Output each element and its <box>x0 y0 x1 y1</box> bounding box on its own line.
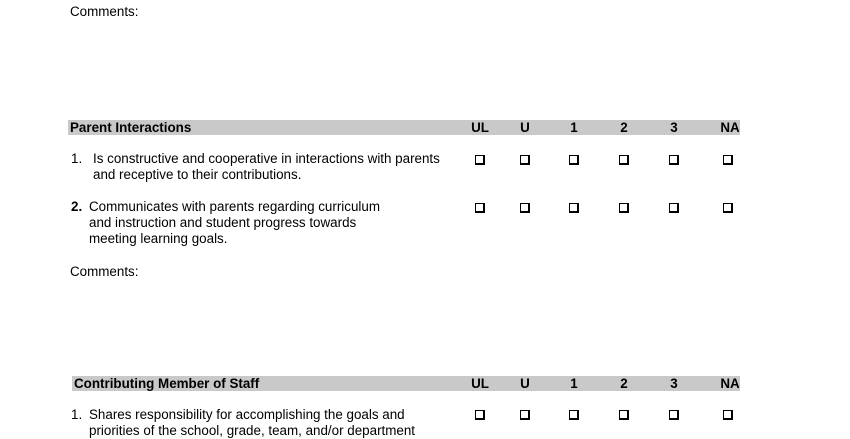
comments-label: Comments: <box>70 264 139 279</box>
checkbox-na[interactable] <box>723 410 733 420</box>
column-3: 3 <box>670 376 678 391</box>
checkbox-u[interactable] <box>520 410 530 420</box>
column-1: 1 <box>570 376 578 391</box>
column-3: 3 <box>670 120 678 135</box>
column-2: 2 <box>620 120 628 135</box>
column-u: U <box>520 120 530 135</box>
section-title: Parent Interactions <box>70 120 192 135</box>
column-na: NA <box>720 376 740 391</box>
column-ul: UL <box>471 120 489 135</box>
checkbox-3[interactable] <box>669 203 679 213</box>
list-item <box>71 407 441 439</box>
checkbox-u[interactable] <box>520 155 530 165</box>
item-number: 1. <box>71 151 83 166</box>
section-header-parent-interactions <box>68 120 740 135</box>
item-text: Is constructive and cooperative in interactions with parents and receptive to their contributions. <box>93 151 440 182</box>
checkbox-3[interactable] <box>669 410 679 420</box>
checkbox-ul[interactable] <box>475 203 485 213</box>
checkbox-2[interactable] <box>619 155 629 165</box>
checkbox-3[interactable] <box>669 155 679 165</box>
section-title: Contributing Member of Staff <box>74 376 260 391</box>
item-number: 1. <box>71 407 83 422</box>
item-text: Shares responsibility for accomplishing the goals and priorities of the school, grade, team, and/or department <box>89 407 416 438</box>
column-2: 2 <box>620 376 628 391</box>
column-1: 1 <box>570 120 578 135</box>
list-item <box>71 151 451 183</box>
checkbox-1[interactable] <box>569 155 579 165</box>
section-header-contributing-member <box>72 376 740 391</box>
checkbox-u[interactable] <box>520 203 530 213</box>
column-u: U <box>520 376 530 391</box>
list-item <box>71 199 451 247</box>
checkbox-ul[interactable] <box>475 410 485 420</box>
checkbox-ul[interactable] <box>475 155 485 165</box>
checkbox-2[interactable] <box>619 410 629 420</box>
item-text: Communicates with parents regarding curriculum and instruction and student progress towards meeting learning goals. <box>89 199 380 246</box>
checkbox-na[interactable] <box>723 155 733 165</box>
column-ul: UL <box>471 376 489 391</box>
checkbox-2[interactable] <box>619 203 629 213</box>
column-na: NA <box>720 120 740 135</box>
item-number: 2. <box>71 199 83 214</box>
checkbox-1[interactable] <box>569 203 579 213</box>
checkbox-1[interactable] <box>569 410 579 420</box>
checkbox-na[interactable] <box>723 203 733 213</box>
comments-label: Comments: <box>70 4 139 19</box>
